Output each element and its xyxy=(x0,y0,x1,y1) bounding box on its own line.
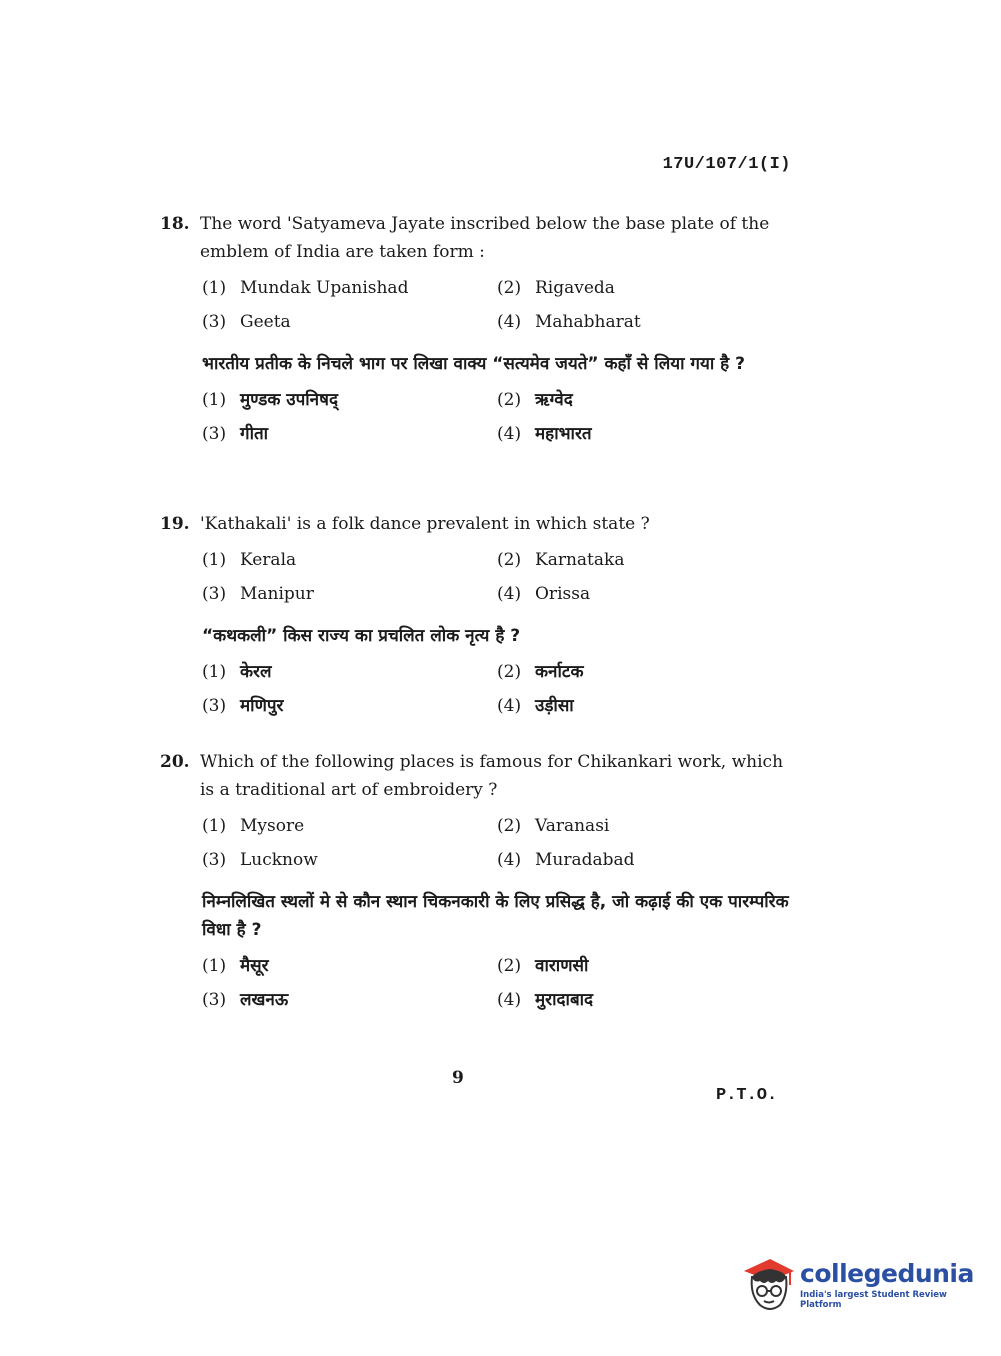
option-label: केरल xyxy=(240,662,272,682)
brand-tagline: India's largest Student Review Platform xyxy=(800,1289,947,1310)
option-label: कर्नाटक xyxy=(535,662,584,682)
option-4[interactable]: (4) Muradabad xyxy=(497,846,800,874)
option-1[interactable]: (1) Mysore xyxy=(202,812,497,840)
option-label: Varanasi xyxy=(535,816,610,836)
option-2-hi[interactable]: (2) कर्नाटक xyxy=(497,658,800,686)
options-hi xyxy=(202,386,800,448)
option-label: Kerala xyxy=(240,550,297,570)
option-2-hi[interactable]: (2) वाराणसी xyxy=(497,952,800,980)
option-label: Karnataka xyxy=(535,550,625,570)
option-2[interactable]: (2) Rigaveda xyxy=(497,274,800,302)
option-label: मैसूर xyxy=(240,956,269,976)
option-1[interactable]: (1) Mundak Upanishad xyxy=(202,274,497,302)
option-3-hi[interactable]: (3) मणिपुर xyxy=(202,692,497,720)
option-label: ऋग्वेद xyxy=(535,390,573,410)
option-4[interactable]: (4) Orissa xyxy=(497,580,800,608)
options-hi xyxy=(202,952,800,1014)
option-4[interactable]: (4) Mahabharat xyxy=(497,308,800,336)
question-number: 20. xyxy=(160,752,190,772)
question-text-en: Which of the following places is famous for Chikankari work, which is a traditional art of embroidery ? xyxy=(200,752,784,800)
question-18 xyxy=(160,210,800,448)
option-label: महाभारत xyxy=(535,424,592,444)
question-number: 19. xyxy=(160,514,190,534)
option-2-hi[interactable]: (2) ऋग्वेद xyxy=(497,386,800,414)
question-text-en: 'Kathakali' is a folk dance prevalent in which state ? xyxy=(200,514,650,534)
option-1-hi[interactable]: (1) केरल xyxy=(202,658,497,686)
option-label: Lucknow xyxy=(240,850,318,870)
option-3[interactable]: (3) Geeta xyxy=(202,308,497,336)
option-label: Muradabad xyxy=(535,850,635,870)
option-label: Mahabharat xyxy=(535,312,641,332)
mascot-icon xyxy=(740,1255,796,1315)
question-number: 18. xyxy=(160,214,190,234)
options-en xyxy=(202,274,800,336)
option-1[interactable]: (1) Kerala xyxy=(202,546,497,574)
option-label: Manipur xyxy=(240,584,314,604)
option-4-hi[interactable]: (4) उड़ीसा xyxy=(497,692,800,720)
option-2[interactable]: (2) Karnataka xyxy=(497,546,800,574)
question-text-hi: “कथकली” किस राज्य का प्रचलित लोक नृत्य है ? xyxy=(202,626,521,646)
question-text-en: The word 'Satyameva Jayate inscribed below the base plate of the emblem of India are taken form : xyxy=(200,214,770,262)
question-20 xyxy=(160,748,800,1014)
option-label: Geeta xyxy=(240,312,291,332)
option-3-hi[interactable]: (3) लखनऊ xyxy=(202,986,497,1014)
option-label: मणिपुर xyxy=(240,696,284,716)
option-2[interactable]: (2) Varanasi xyxy=(497,812,800,840)
option-label: Mysore xyxy=(240,816,305,836)
option-label: Rigaveda xyxy=(535,278,615,298)
page-number: 9 xyxy=(452,1068,464,1088)
question-19 xyxy=(160,510,800,720)
option-3[interactable]: (3) Manipur xyxy=(202,580,497,608)
option-4-hi[interactable]: (4) मुरादाबाद xyxy=(497,986,800,1014)
options-hi xyxy=(202,658,800,720)
option-label: वाराणसी xyxy=(535,956,589,976)
option-label: Mundak Upanishad xyxy=(240,278,409,298)
option-label: उड़ीसा xyxy=(535,696,574,716)
options-en xyxy=(202,546,800,608)
brand-name: collegedunia xyxy=(800,1258,974,1288)
question-text-hi: भारतीय प्रतीक के निचले भाग पर लिखा वाक्य “सत्यमेव जयते” कहाँ से लिया गया है ? xyxy=(202,354,745,374)
option-label: मुरादाबाद xyxy=(535,990,594,1010)
option-4-hi[interactable]: (4) महाभारत xyxy=(497,420,800,448)
option-3[interactable]: (3) Lucknow xyxy=(202,846,497,874)
option-1-hi[interactable]: (1) मैसूर xyxy=(202,952,497,980)
option-label: मुण्डक उपनिषद् xyxy=(240,390,338,410)
paper-code: 17U/107/1(I) xyxy=(662,155,791,174)
option-3-hi[interactable]: (3) गीता xyxy=(202,420,497,448)
options-en xyxy=(202,812,800,874)
question-text-hi: निम्नलिखित स्थलों मे से कौन स्थान चिकनकारी के लिए प्रसिद्ध है, जो कढ़ाई की एक पारम्परिक विधा है ? xyxy=(202,892,789,940)
option-label: लखनऊ xyxy=(240,990,289,1010)
option-1-hi[interactable]: (1) मुण्डक उपनिषद् xyxy=(202,386,497,414)
option-label: Orissa xyxy=(535,584,591,604)
pto-label: P.T.O. xyxy=(716,1086,778,1105)
collegedunia-watermark xyxy=(740,1250,980,1320)
option-label: गीता xyxy=(240,424,269,444)
